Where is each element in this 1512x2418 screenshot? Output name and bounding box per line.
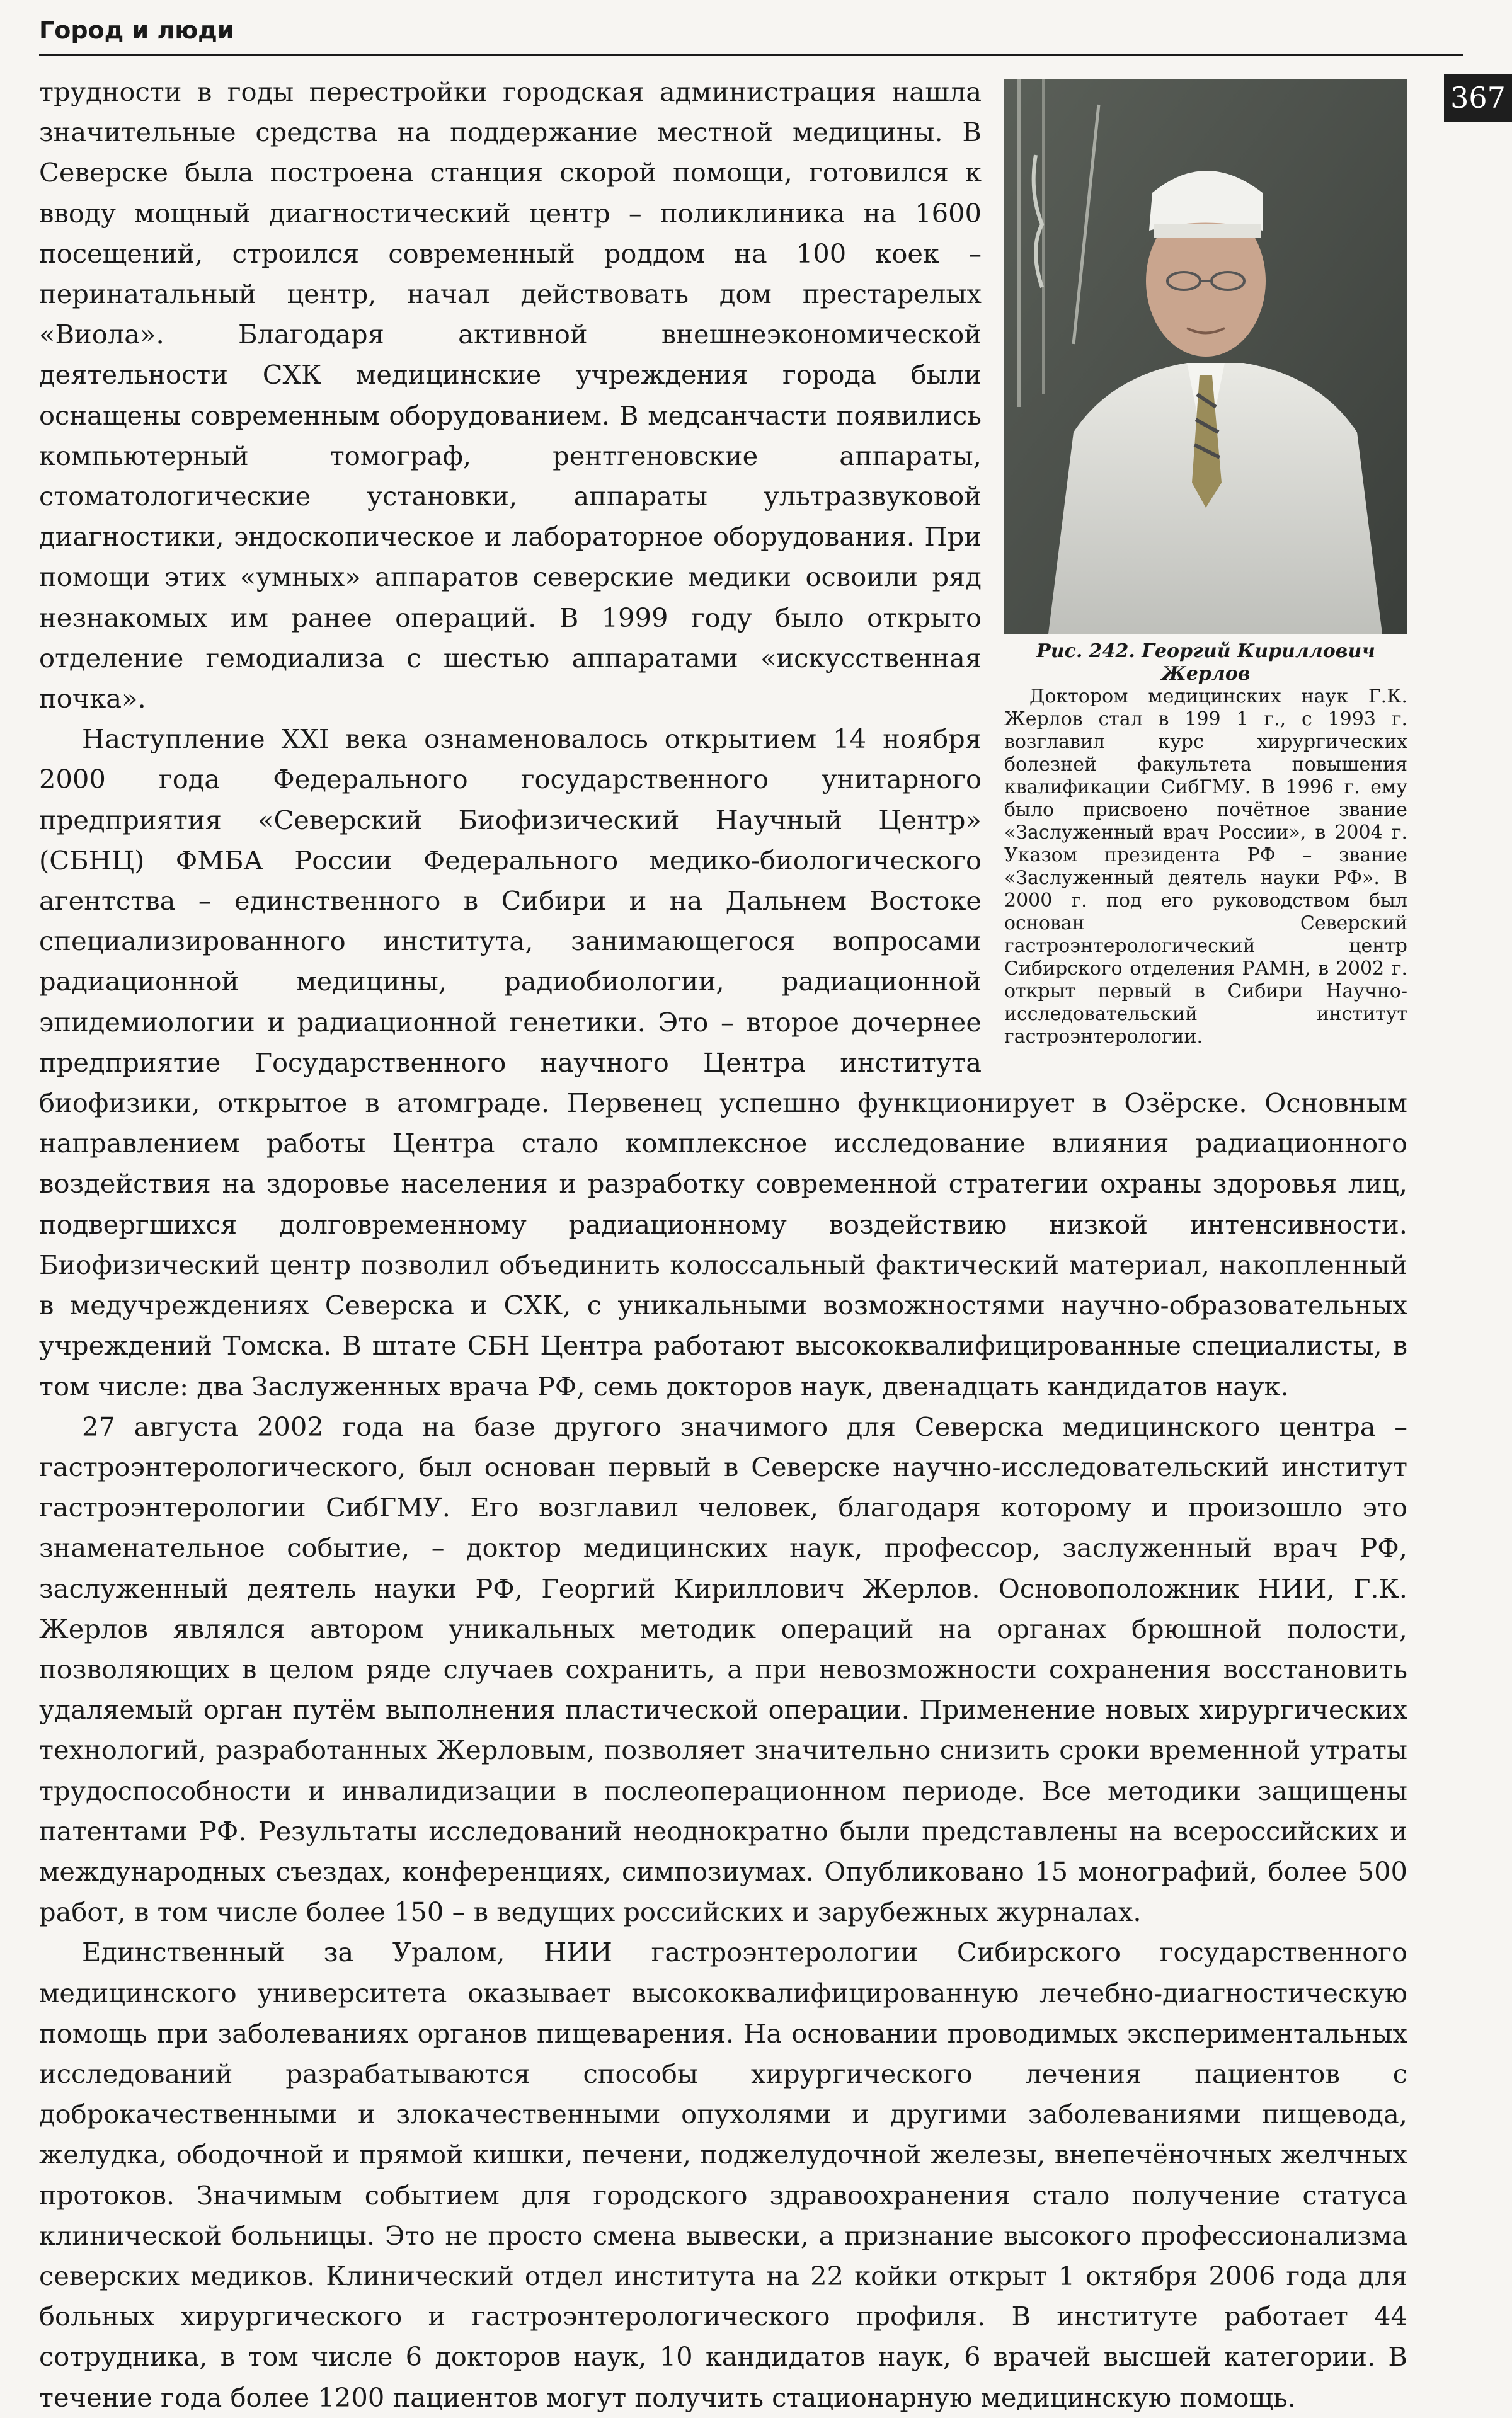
portrait-photo bbox=[1004, 79, 1407, 634]
paragraph: Наступление XXI века ознаменовалось открытием 14 ноября 2000 года Федерального государственного унитарного предприятия «Северский Биофизический Научный Центр» (СБНЦ) ФМБА России Федерального медико-биологического агентства – единственного в Сибири и на Дальнем Востоке специализированного института, занимающегося вопросами радиационной медицины, радиобиологии, радиационной эпидемиологии и радиационной генетики. Это – второе дочернее предприятие Государственного научного Центра института биофизики, открытое в атомграде. Первенец успешно функционирует в Озёрске. Основным направлением работы Центра стало комплексное исследование влияния радиационного воздействия на здоровье населения и разработку современной стратегии охраны здоровья лиц, подвергшихся долговременному радиационному воздействию низкой интенсивности. Биофизический центр позволил объединить колоссальный фактический материал, накопленный в медучреждениях Северска и СХК, с уникальными возможностями научно-образовательных учреждений Томска. В штате СБН Центра работают высококвалифицированные специалисты, в том числе: два Заслуженных врача РФ, семь докторов наук, двенадцать кандидатов наук. bbox=[39, 723, 1407, 1402]
section-title: Город и люди bbox=[39, 16, 234, 44]
article-body bbox=[39, 72, 1407, 2418]
paragraph: 27 августа 2002 года на базе другого значимого для Северска медицинского центра – гастроэнтерологического, был основан первый в Северске научно-исследовательский институт гастроэнтерологии СибГМУ. Его возглавил человек, благодаря которому и произошло это знаменательное событие, – доктор медицинских наук, профессор, заслуженный врач РФ, заслуженный деятель науки РФ, Георгий Кириллович Жерлов. Основоположник НИИ, Г.К. Жерлов являлся автором уникальных методик операций на органах брюшной полости, позволяющих в целом ряде случаев сохранить, а при невозможности сохранения восстановить удаляемый орган путём выполнения пластической операции. Применение новых хирургических технологий, разработанных Жерловым, позволяет значительно снизить сроки временной утраты трудоспособности и инвалидизации в послеоперационном периоде. Все методики защищены патентами РФ. Результаты исследований неоднократно были представлены на всероссийских и международных съездах, конференциях, симпозиумах. Опубликовано 15 монографий, более 500 работ, в том числе более 150 – в ведущих российских и зарубежных журналах. bbox=[39, 1411, 1407, 1928]
header-rule bbox=[39, 54, 1463, 56]
figure-caption-title: Рис. 242. Георгий Кириллович Жерлов bbox=[1036, 640, 1375, 685]
paragraph: трудности в годы перестройки городская администрация нашла значительные средства на поддержание местной медицины. В Северске была построена станция скорой помощи, готовился к вводу мощный диагностический центр – поликлиника на 1600 посещений, строился современный роддом на 100 коек – перинатальный центр, начал действовать дом престарелых «Виола». Благодаря активной внешнеэкономической деятельности СХК медицинские учреждения города были оснащены современным оборудованием. В медсанчасти появились компьютерный томограф, рентгеновские аппараты, стоматологические установки, аппараты ультразвуковой диагностики, эндоскопическое и лабораторное оборудования. При помощи этих «умных» аппаратов северские медики освоили ряд незнакомых им ранее операций. В 1999 году было открыто отделение гемодиализа с шестью аппаратами «искусственная почка». bbox=[39, 76, 982, 714]
figure bbox=[1004, 79, 1407, 1048]
paragraph: Единственный за Уралом, НИИ гастроэнтерологии Сибирского государственного медицинского университета оказывает высококвалифицированную лечебно-диагностическую помощь при заболеваниях органов пищеварения. На основании проводимых экспериментальных исследований разрабатываются способы хирургического лечения пациентов с доброкачественными и злокачественными опухолями и другими заболеваниями пищевода, желудка, ободочной и прямой кишки, печени, поджелудочной железы, внепечёночных желчных протоков. Значимым событием для городского здравоохранения стало получение статуса клинической больницы. Это не просто смена вывески, а признание высокого профессионализма северских медиков. Клинический отдел института на 22 койки открыт 1 октября 2006 года для больных хирургического и гастроэнтерологического профиля. В институте работает 44 сотрудника, в том числе 6 докторов наук, 10 кандидатов наук, 6 врачей высшей категории. В течение года более 1200 пациентов могут получить стационарную медицинскую помощь. bbox=[39, 1937, 1407, 2413]
figure-caption-text: Доктором медицинских наук Г.К. Жерлов стал в 199 1 г., с 1993 г. возглавил курс хирургических болезней факультета повышения квалификации СибГМУ. В 1996 г. ему было присвоено почётное звание «Заслуженный врач России», в 2004 г. Указом президента РФ – звание «Заслуженный деятель науки РФ». В 2000 г. под его руководством был основан Северский гастроэнтерологический центр Сибирского отделения РАМН, в 2002 г. открыт первый в Сибири Научно-исследовательский институт гастроэнтерологии. bbox=[1004, 685, 1407, 1048]
page-number: 367 bbox=[1444, 74, 1512, 122]
